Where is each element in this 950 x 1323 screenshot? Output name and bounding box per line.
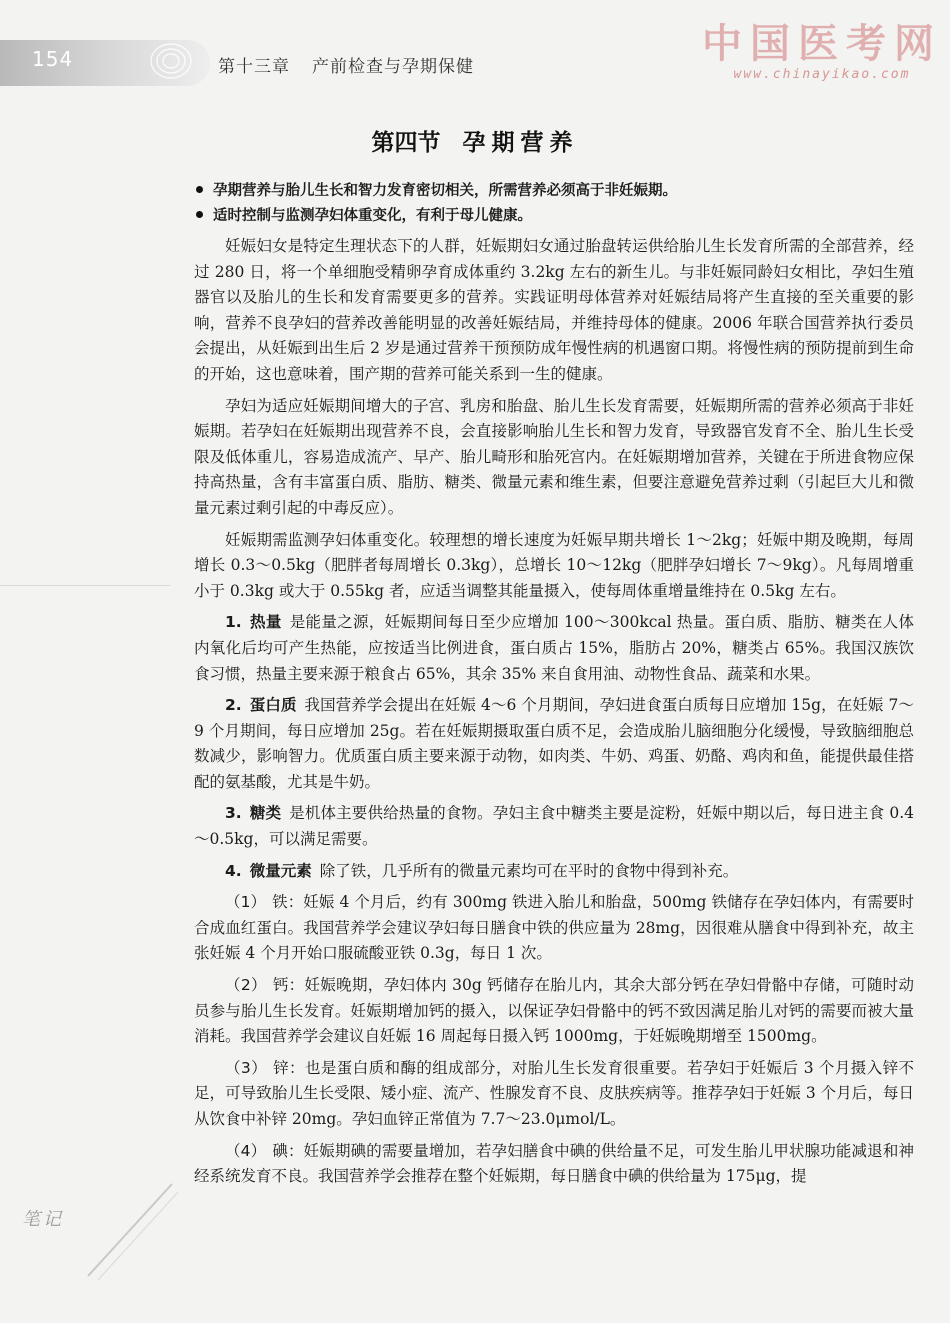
key-points: [194, 178, 914, 228]
item-text: 是机体主要供给热量的食物。孕妇主食中糖类主要是淀粉，妊娠中期以后，每日进主食 0.4～0.5kg，可以满足需要。: [194, 804, 914, 849]
sub-item-text: 铁：妊娠 4 个月后，约有 300mg 铁进入胎儿和胎盘，500mg 铁储存在孕妇体内，有需要时合成血红蛋白。我国营养学会建议孕妇每日膳食中铁的供应量为 28mg，因很难从膳食中得到补充，故主张妊娠 4 个月开始口服硫酸亚铁 0.3g，每日 1 次。: [194, 893, 914, 963]
margin-divider: [0, 585, 170, 586]
item-text: 是能量之源，妊娠期间每日至少应增加 100～300kcal 热量。蛋白质、脂肪、糖类在人体内氧化后均可产生热能，应按适当比例进食，蛋白质占 15%，脂肪占 20%，糖类占 65%。我国汉族饮食习惯，热量主要来源于粮食占 65%，其余 35% 来自食用油、动物性食品、蔬菜和水果。: [194, 613, 914, 683]
sub-item-text: 锌：也是蛋白质和酶的组成部分，对胎儿生长发育很重要。若孕妇于妊娠后 3 个月摄入锌不足，可导致胎儿生长受限、矮小症、流产、性腺发育不良、皮肤疾病等。推荐孕妇于妊娠 3 个月后，每日从饮食中补锌 20mg。孕妇血锌正常值为 7.7～23.0μmol/L。: [194, 1058, 915, 1128]
sub-item: [194, 1139, 914, 1190]
key-point: 孕期营养与胎儿生长和智力发育密切相关，所需营养必须高于非妊娠期。: [194, 178, 914, 203]
margin-note-label: 笔记: [22, 1209, 64, 1230]
item-heading: 热量: [249, 613, 282, 632]
sub-item-text: 钙：妊娠晚期，孕妇体内 30g 钙储存在胎儿内，其余大部分钙在孕妇骨骼中存储，可随时动员参与胎儿生长发育。妊娠期增加钙的摄入，以保证孕妇骨骼中的钙不致因满足胎儿对钙的需要而被大量消耗。我国营养学会建议自妊娠 16 周起每日摄入钙 1000mg，于妊娠晚期增至 1500mg。: [194, 976, 914, 1046]
section-heading: [0, 124, 950, 157]
key-point: 适时控制与监测孕妇体重变化，有利于母儿健康。: [194, 203, 914, 228]
item-heading: 微量元素: [249, 861, 312, 880]
sub-item-text: 碘：妊娠期碘的需要量增加，若孕妇膳食中碘的供给量不足，可发生胎儿甲状腺功能减退和神经系统发育不良。我国营养学会推荐在整个妊娠期，每日膳食中碘的供给量为 175μg，提: [194, 1141, 914, 1186]
paragraph: 妊娠妇女是特定生理状态下的人群，妊娠期妇女通过胎盘转运供给胎儿生长发育所需的全部营养，经过 280 日，将一个单细胞受精卵孕育成体重约 3.2kg 左右的新生儿。与非妊娠同龄妇女相比，孕妇生殖器官以及胎儿的生长和发育需要更多的营养。实践证明母体营养对妊娠结局将产生直接的至关重要的影响，营养不良孕妇的营养改善能明显的改善妊娠结局，并维持母体的健康。2006 年联合国营养执行委员会提出，从妊娠到出生后 2 岁是通过营养干预预防成年慢性病的机遇窗口期。将慢性病的预防提前到生命的开始，这也意味着，围产期的营养可能关系到一生的健康。: [194, 237, 914, 383]
paragraph: 妊娠期需监测孕妇体重变化。较理想的增长速度为妊娠早期共增长 1～2kg；妊娠中期及晚期，每周增长 0.3～0.5kg（肥胖者每周增长 0.3kg），总增长 10～12kg（肥胖孕妇增长 7～9kg）。凡每周增重小于 0.3kg 或大于 0.55kg 者，应适当调整其能量摄入，使每周体重增量维持在 0.5kg 左右。: [194, 530, 914, 600]
chapter-header: [218, 52, 474, 77]
watermark: [702, 12, 942, 82]
bullet-icon: [196, 186, 203, 193]
pen-icon: [80, 1176, 180, 1286]
chapter-title: 产前检查与孕期保健: [312, 57, 474, 77]
sub-item: [194, 973, 914, 1050]
item-text: 除了铁，几乎所有的微量元素均可在平时的食物中得到补充。: [319, 861, 739, 880]
item-heading: 蛋白质: [249, 696, 297, 715]
item-index: 2.: [225, 696, 242, 715]
item-text: 我国营养学会提出在妊娠 4～6 个月期间，孕妇进食蛋白质每日应增加 15g，在妊娠 7～9 个月期间，每日应增加 25g。若在妊娠期摄取蛋白质不足，会造成胎儿脑细胞分化缓慢，导致脑细胞总数减少，影响智力。优质蛋白质主要来源于动物，如肉类、牛奶、鸡蛋、奶酪、鸡肉和鱼，能提供最佳搭配的氨基酸，尤其是牛奶。: [194, 696, 914, 791]
watermark-title: 中国医考网: [702, 21, 942, 67]
numbered-item: [194, 801, 914, 852]
numbered-item: [194, 693, 914, 795]
section-title: 孕期营养: [462, 130, 579, 156]
sub-item-index: （3）: [225, 1058, 268, 1077]
sub-item: [194, 1056, 914, 1133]
sub-item: [194, 890, 914, 967]
sub-item-index: （4）: [225, 1141, 267, 1160]
page-number: 154: [32, 47, 74, 71]
spiral-logo-icon: [148, 40, 194, 82]
sub-item-index: （1）: [225, 893, 267, 912]
main-content: [194, 178, 914, 1196]
item-index: 1.: [225, 613, 242, 632]
sub-item-index: （2）: [225, 976, 267, 995]
numbered-item: [194, 859, 914, 885]
item-index: 4.: [225, 861, 242, 880]
watermark-url: www.chinayikao.com: [733, 67, 911, 82]
item-index: 3.: [225, 804, 242, 823]
item-heading: 糖类: [249, 804, 282, 823]
bullet-icon: [196, 211, 203, 218]
section-label: 第四节: [371, 130, 441, 156]
paragraph: 孕妇为适应妊娠期间增大的子宫、乳房和胎盘、胎儿生长发育需要，妊娠期所需的营养必须高于非妊娠期。若孕妇在妊娠期出现营养不良，会直接影响胎儿生长和智力发育，导致器官发育不全、胎儿生长受限及低体重儿，容易造成流产、早产、胎儿畸形和胎死宫内。在妊娠期增加营养，关键在于所进食物应保持高热量，含有丰富蛋白质、脂肪、糖类、微量元素和维生素，但要注意避免营养过剩（引起巨大儿和微量元素过剩引起的中毒反应）。: [194, 396, 914, 517]
numbered-item: [194, 610, 914, 687]
chapter-number: 第十三章: [218, 57, 290, 77]
